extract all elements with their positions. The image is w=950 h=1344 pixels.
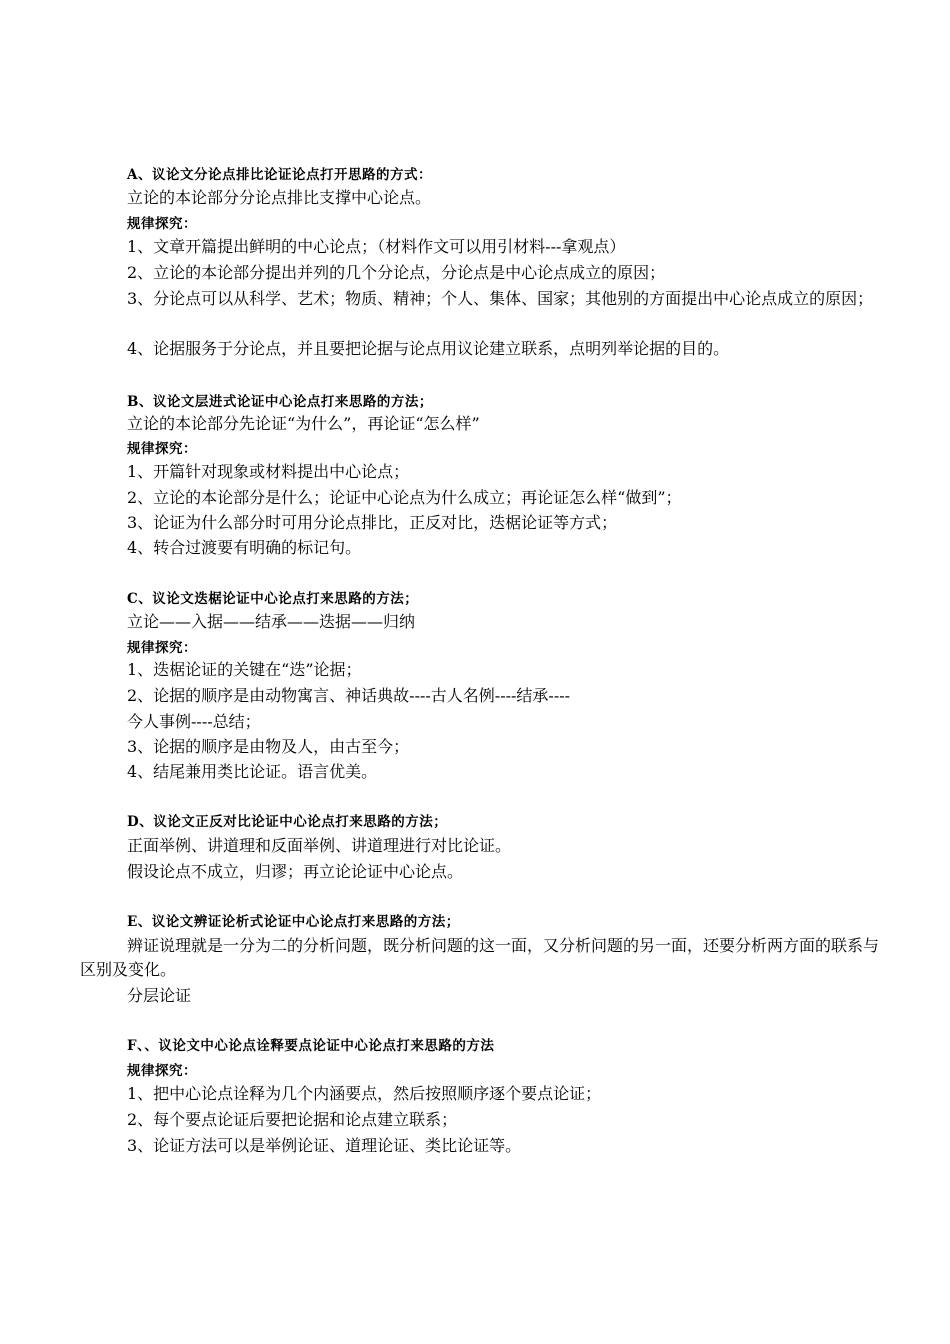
section-f-rule-label: 规律探究： — [127, 1063, 197, 1079]
section-b-item: 2、立论的本论部分是什么；论证中心论点为什么成立；再论证怎么样“做到”； — [127, 488, 682, 507]
section-b-item: 4、转合过渡要有明确的标记句。 — [127, 538, 362, 557]
section-c-heading: C、议论文迭椐论证中心论点打来思路的方法； — [127, 591, 419, 607]
section-b-item: 1、开篇针对现象或材料提出中心论点； — [127, 462, 410, 481]
section-c-item: 4、结尾兼用类比论证。语言优美。 — [127, 762, 378, 781]
section-a-item: 3、分论点可以从科学、艺术；物质、精神；个人、集体、国家；其他别的方面提出中心论点成立的原因； — [127, 289, 874, 308]
section-b-rule-label: 规律探究： — [127, 441, 197, 457]
section-a-intro: 立论的本论部分分论点排比支撑中心论点。 — [127, 188, 432, 207]
section-a-item: 1、文章开篇提出鲜明的中心论点；（材料作文可以用引材料---拿观点） — [127, 237, 626, 256]
section-b-heading: B、议论文层进式论证中心论点打来思路的方法； — [127, 394, 433, 410]
section-a-rule-label: 规律探究： — [127, 216, 197, 232]
section-a-heading: A、议论文分论点排比论证论点打开思路的方式： — [127, 167, 432, 183]
section-a-item: 2、立论的本论部分提出并列的几个分论点，分论点是中心论点成立的原因； — [127, 263, 666, 282]
section-f-item: 1、把中心论点诠释为几个内涵要点，然后按照顺序逐个要点论证； — [127, 1084, 602, 1103]
section-c-item: 今人事例----总结； — [127, 712, 261, 731]
section-a-item: 4、论据服务于分论点，并且要把论据与论点用议论建立联系，点明列举论据的目的。 — [127, 339, 730, 358]
section-c-rule-label: 规律探究： — [127, 640, 197, 656]
section-c-intro: 立论——入据——结承——迭据——归纳 — [127, 612, 416, 631]
section-d-heading: D、议论文正反对比论证中心论点打来思路的方法； — [127, 814, 448, 830]
section-b-item: 3、论证为什么部分时可用分论点排比，正反对比，迭椐论证等方式； — [127, 513, 618, 532]
section-e-paragraph: 辨证说理就是一分为二的分析问题，既分析问题的这一面，又分析问题的另一面，还要分析两方面的联系与区别及变化。 — [80, 936, 880, 979]
section-b-intro: 立论的本论部分先论证“为什么”，再论证“怎么样” — [127, 414, 480, 433]
section-d-line: 假设论点不成立，归谬；再立论论证中心论点。 — [127, 862, 464, 881]
section-f-item: 3、论证方法可以是举例论证、道理论证、类比论证等。 — [127, 1136, 522, 1155]
section-c-item: 2、论据的顺序是由动物寓言、神话典故----古人名例----结承---- — [127, 686, 571, 705]
section-e-heading: E、议论文辨证论析式论证中心论点打来思路的方法； — [127, 914, 460, 930]
section-c-item: 3、论据的顺序是由物及人，由古至今； — [127, 737, 410, 756]
section-e-extra: 分层论证 — [127, 986, 192, 1005]
section-f-item: 2、每个要点论证后要把论据和论点建立联系； — [127, 1110, 458, 1129]
section-f-heading: F、、议论文中心论点诠释要点论证中心论点打来思路的方法 — [127, 1038, 495, 1054]
section-d-line: 正面举例、讲道理和反面举例、讲道理进行对比论证。 — [127, 836, 512, 855]
section-c-item: 1、迭椐论证的关键在“迭”论据； — [127, 660, 362, 679]
